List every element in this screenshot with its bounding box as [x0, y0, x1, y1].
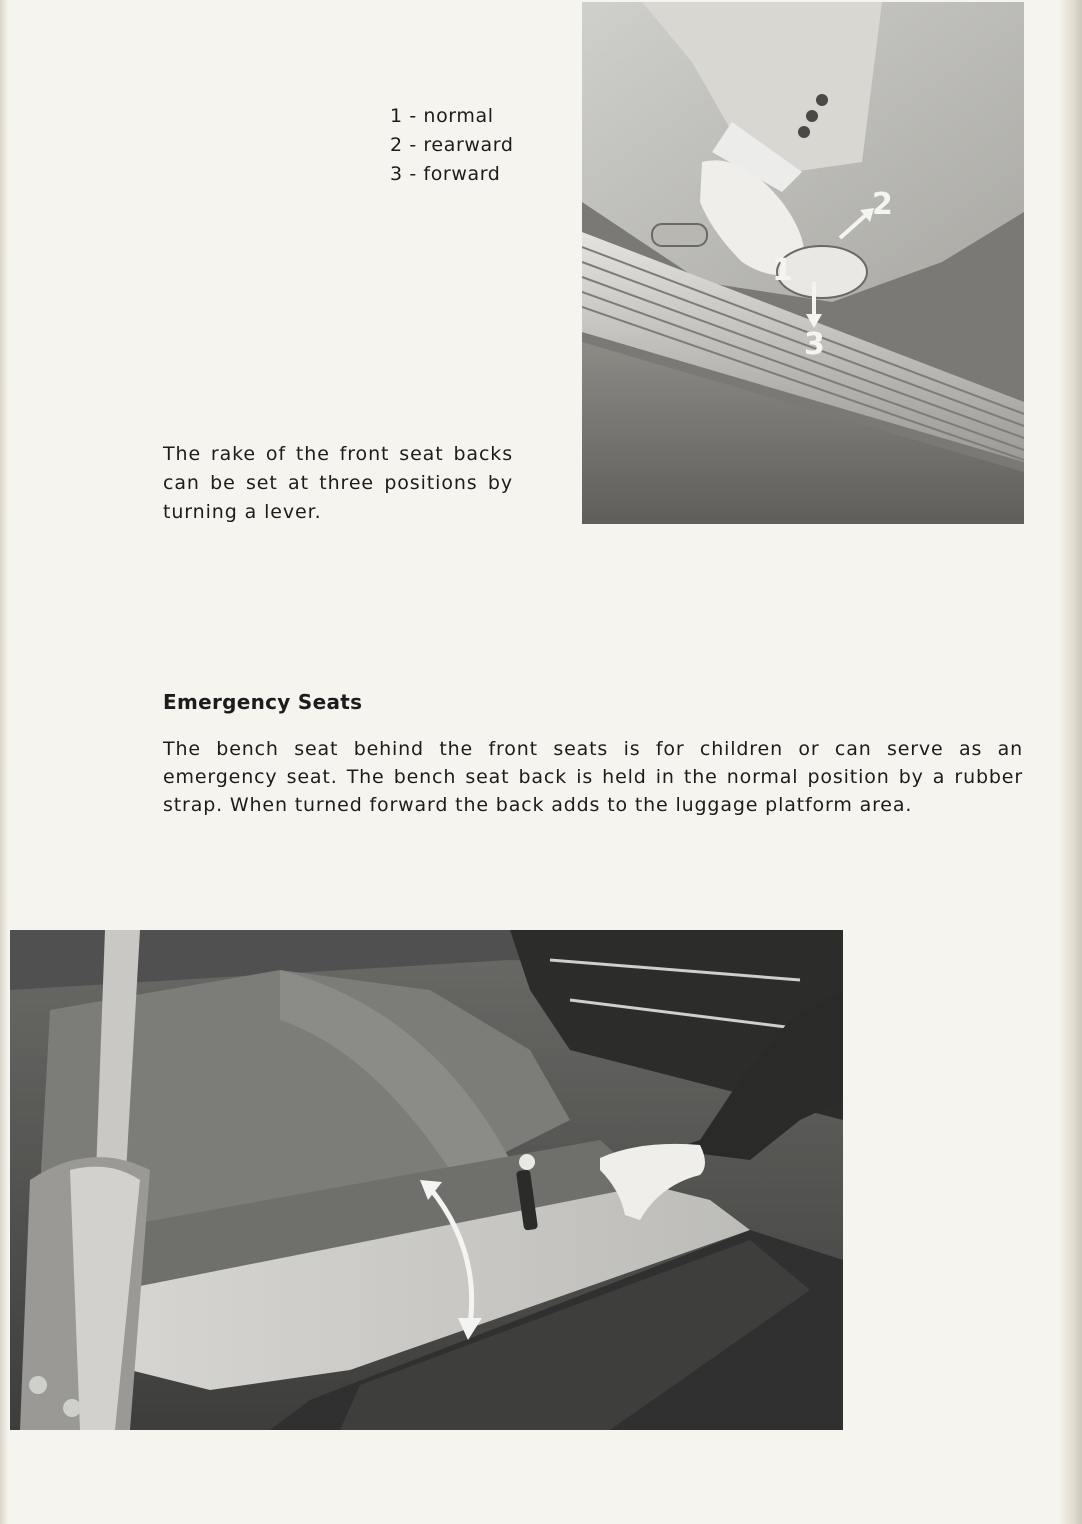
seat-rake-lever-photo — [582, 2, 1024, 524]
page-binding-edge — [0, 0, 8, 1524]
section-heading-emergency-seats: Emergency Seats — [163, 690, 363, 714]
legend-item-rearward: 2 - rearward — [390, 134, 514, 156]
seat-rake-caption: The rake of the front seat backs can be set at three positions by turning a lever. — [163, 443, 513, 523]
emergency-seats-description: The bench seat behind the front seats is for children or can serve as an emergency seat. The bench seat back is held in the normal position by a rubber strap. When turned forward the back adds to the luggage platform area. — [163, 738, 1023, 816]
rake-marker-3: 3 — [804, 327, 825, 362]
rake-marker-2: 2 — [872, 187, 893, 222]
seat-position-legend — [390, 102, 513, 189]
legend-item-normal: 1 - normal — [390, 105, 494, 127]
page-right-edge — [1058, 0, 1082, 1524]
rake-marker-1: 1 — [772, 253, 793, 288]
legend-item-forward: 3 - forward — [390, 163, 501, 185]
emergency-seat-photo — [10, 930, 843, 1430]
